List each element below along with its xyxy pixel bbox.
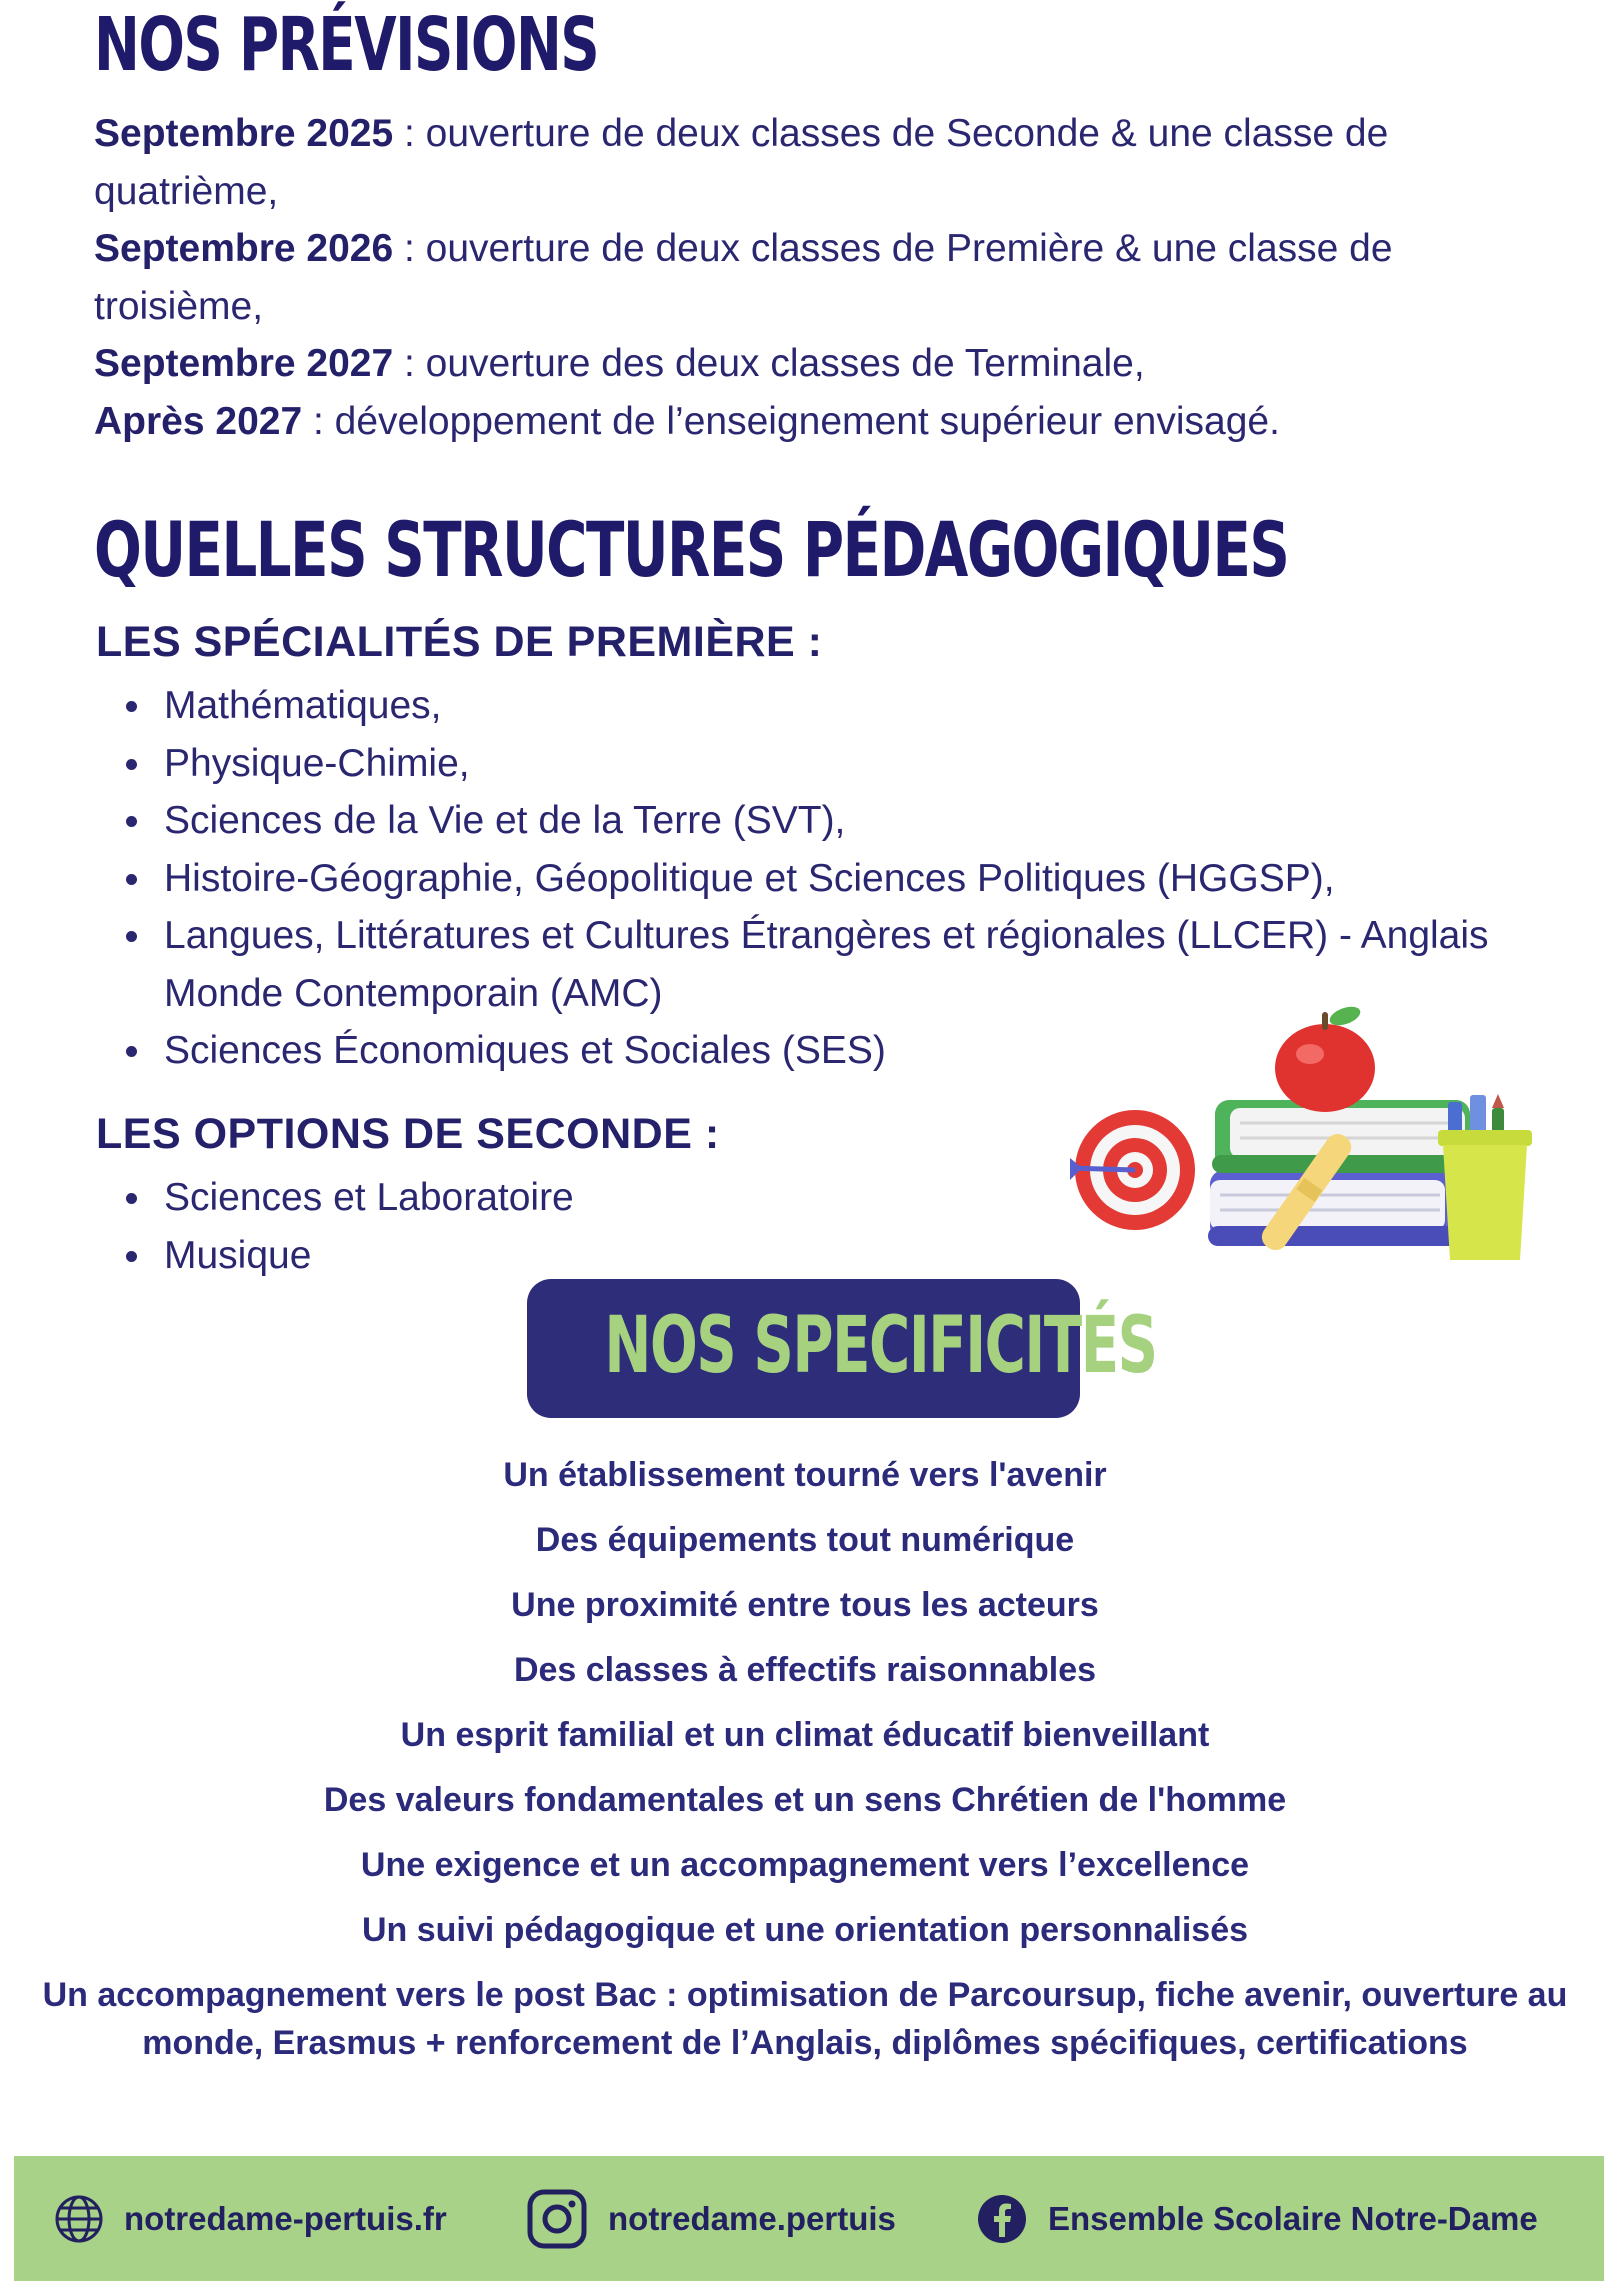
footer-website[interactable] — [54, 2156, 447, 2281]
bullet-icon — [126, 931, 137, 942]
list-item — [124, 735, 1564, 793]
footer-instagram[interactable] — [526, 2156, 896, 2281]
bullet-icon — [126, 1251, 137, 1262]
list-item — [124, 792, 1564, 850]
list-item-text: Sciences et Laboratoire — [164, 1176, 574, 1219]
options-heading: LES OPTIONS DE SECONDE : — [96, 1110, 720, 1158]
specificites-title: NOS SPECIFICITÉS — [604, 1301, 1157, 1391]
timeline-item — [94, 220, 1554, 335]
previsions-timeline — [94, 105, 1554, 450]
list-item — [124, 677, 1564, 735]
timeline-item — [94, 393, 1554, 451]
list-item: Une proximité entre tous les acteurs — [511, 1586, 1099, 1624]
list-item: Un esprit familial et un climat éducatif bienveillant — [400, 1716, 1210, 1754]
timeline-date: Après 2027 — [94, 399, 303, 443]
list-item: Des équipements tout numérique — [535, 1521, 1075, 1559]
specificites-banner — [527, 1279, 1157, 1418]
list-item-text: Sciences de la Vie et de la Terre (SVT), — [164, 799, 846, 842]
list-item-text: Musique — [164, 1233, 312, 1277]
timeline-item — [94, 105, 1554, 220]
bullet-icon — [126, 1193, 137, 1204]
list-item — [124, 850, 1564, 908]
target-icon — [1070, 1110, 1195, 1230]
instagram-link[interactable]: notredame.pertuis — [608, 2199, 896, 2237]
list-item: Un accompagnement vers le post Bac : optimisation de Parcoursup, fiche avenir, ouverture au monde, Erasmus + renforcement de l’Anglais, diplômes spécifiques, certifications — [42, 1976, 1568, 2062]
book-stack-icon — [1208, 1100, 1474, 1246]
list-item-text: Mathématiques, — [164, 684, 442, 727]
instagram-icon — [526, 2188, 588, 2250]
list-item-text: Langues, Littératures et Cultures Étrangères et régionales (LLCER) - Anglais Monde Contemporain (AMC) — [164, 914, 1489, 1015]
timeline-text: : développement de l’enseignement supérieur envisagé. — [302, 399, 1280, 443]
specialites-heading: LES SPÉCIALITÉS DE PREMIÈRE : — [96, 618, 823, 666]
bullet-icon — [126, 1046, 137, 1057]
specificites-list — [40, 1451, 1570, 2067]
list-item: Un établissement tourné vers l'avenir — [503, 1456, 1107, 1494]
footer-facebook[interactable] — [976, 2156, 1538, 2281]
bullet-icon — [126, 759, 137, 770]
list-item: Un suivi pédagogique et une orientation personnalisés — [361, 1911, 1249, 1949]
timeline-date: Septembre 2027 — [94, 342, 394, 385]
bullet-icon — [126, 874, 137, 885]
timeline-text: : ouverture de deux classes de Seconde & une classe de quatrième, — [94, 112, 1389, 213]
timeline-text: : ouverture de deux classes de Première & une classe de troisième, — [94, 227, 1393, 328]
footer-bar — [14, 2156, 1604, 2281]
list-item-text: Physique-Chimie, — [164, 741, 470, 785]
list-item: Des valeurs fondamentales et un sens Chrétien de l'homme — [323, 1781, 1287, 1819]
timeline-date: Septembre 2025 — [94, 112, 394, 155]
timeline-text: : ouverture des deux classes de Terminale, — [393, 342, 1145, 385]
previsions-title: NOS PRÉVISIONS — [94, 2, 599, 88]
website-link[interactable]: notredame-pertuis.fr — [124, 2199, 447, 2237]
apple-icon — [1275, 1003, 1375, 1112]
list-item-text: Sciences Économiques et Sociales (SES) — [164, 1029, 886, 1072]
list-item: Des classes à effectifs raisonnables — [513, 1651, 1097, 1689]
globe-icon — [54, 2194, 104, 2244]
pencil-cup-icon — [1438, 1094, 1532, 1260]
bullet-icon — [126, 701, 137, 712]
structures-title: QUELLES STRUCTURES PÉDAGOGIQUES — [94, 505, 1289, 594]
timeline-date: Septembre 2026 — [94, 227, 394, 270]
list-item: Une exigence et un accompagnement vers l’excellence — [360, 1846, 1250, 1884]
bullet-icon — [126, 816, 137, 827]
timeline-item — [94, 335, 1554, 393]
facebook-link[interactable]: Ensemble Scolaire Notre-Dame — [1048, 2199, 1538, 2237]
list-item-text: Histoire-Géographie, Géopolitique et Sciences Politiques (HGGSP), — [164, 856, 1335, 900]
facebook-icon — [976, 2193, 1028, 2245]
school-supplies-illustration — [1060, 990, 1540, 1270]
